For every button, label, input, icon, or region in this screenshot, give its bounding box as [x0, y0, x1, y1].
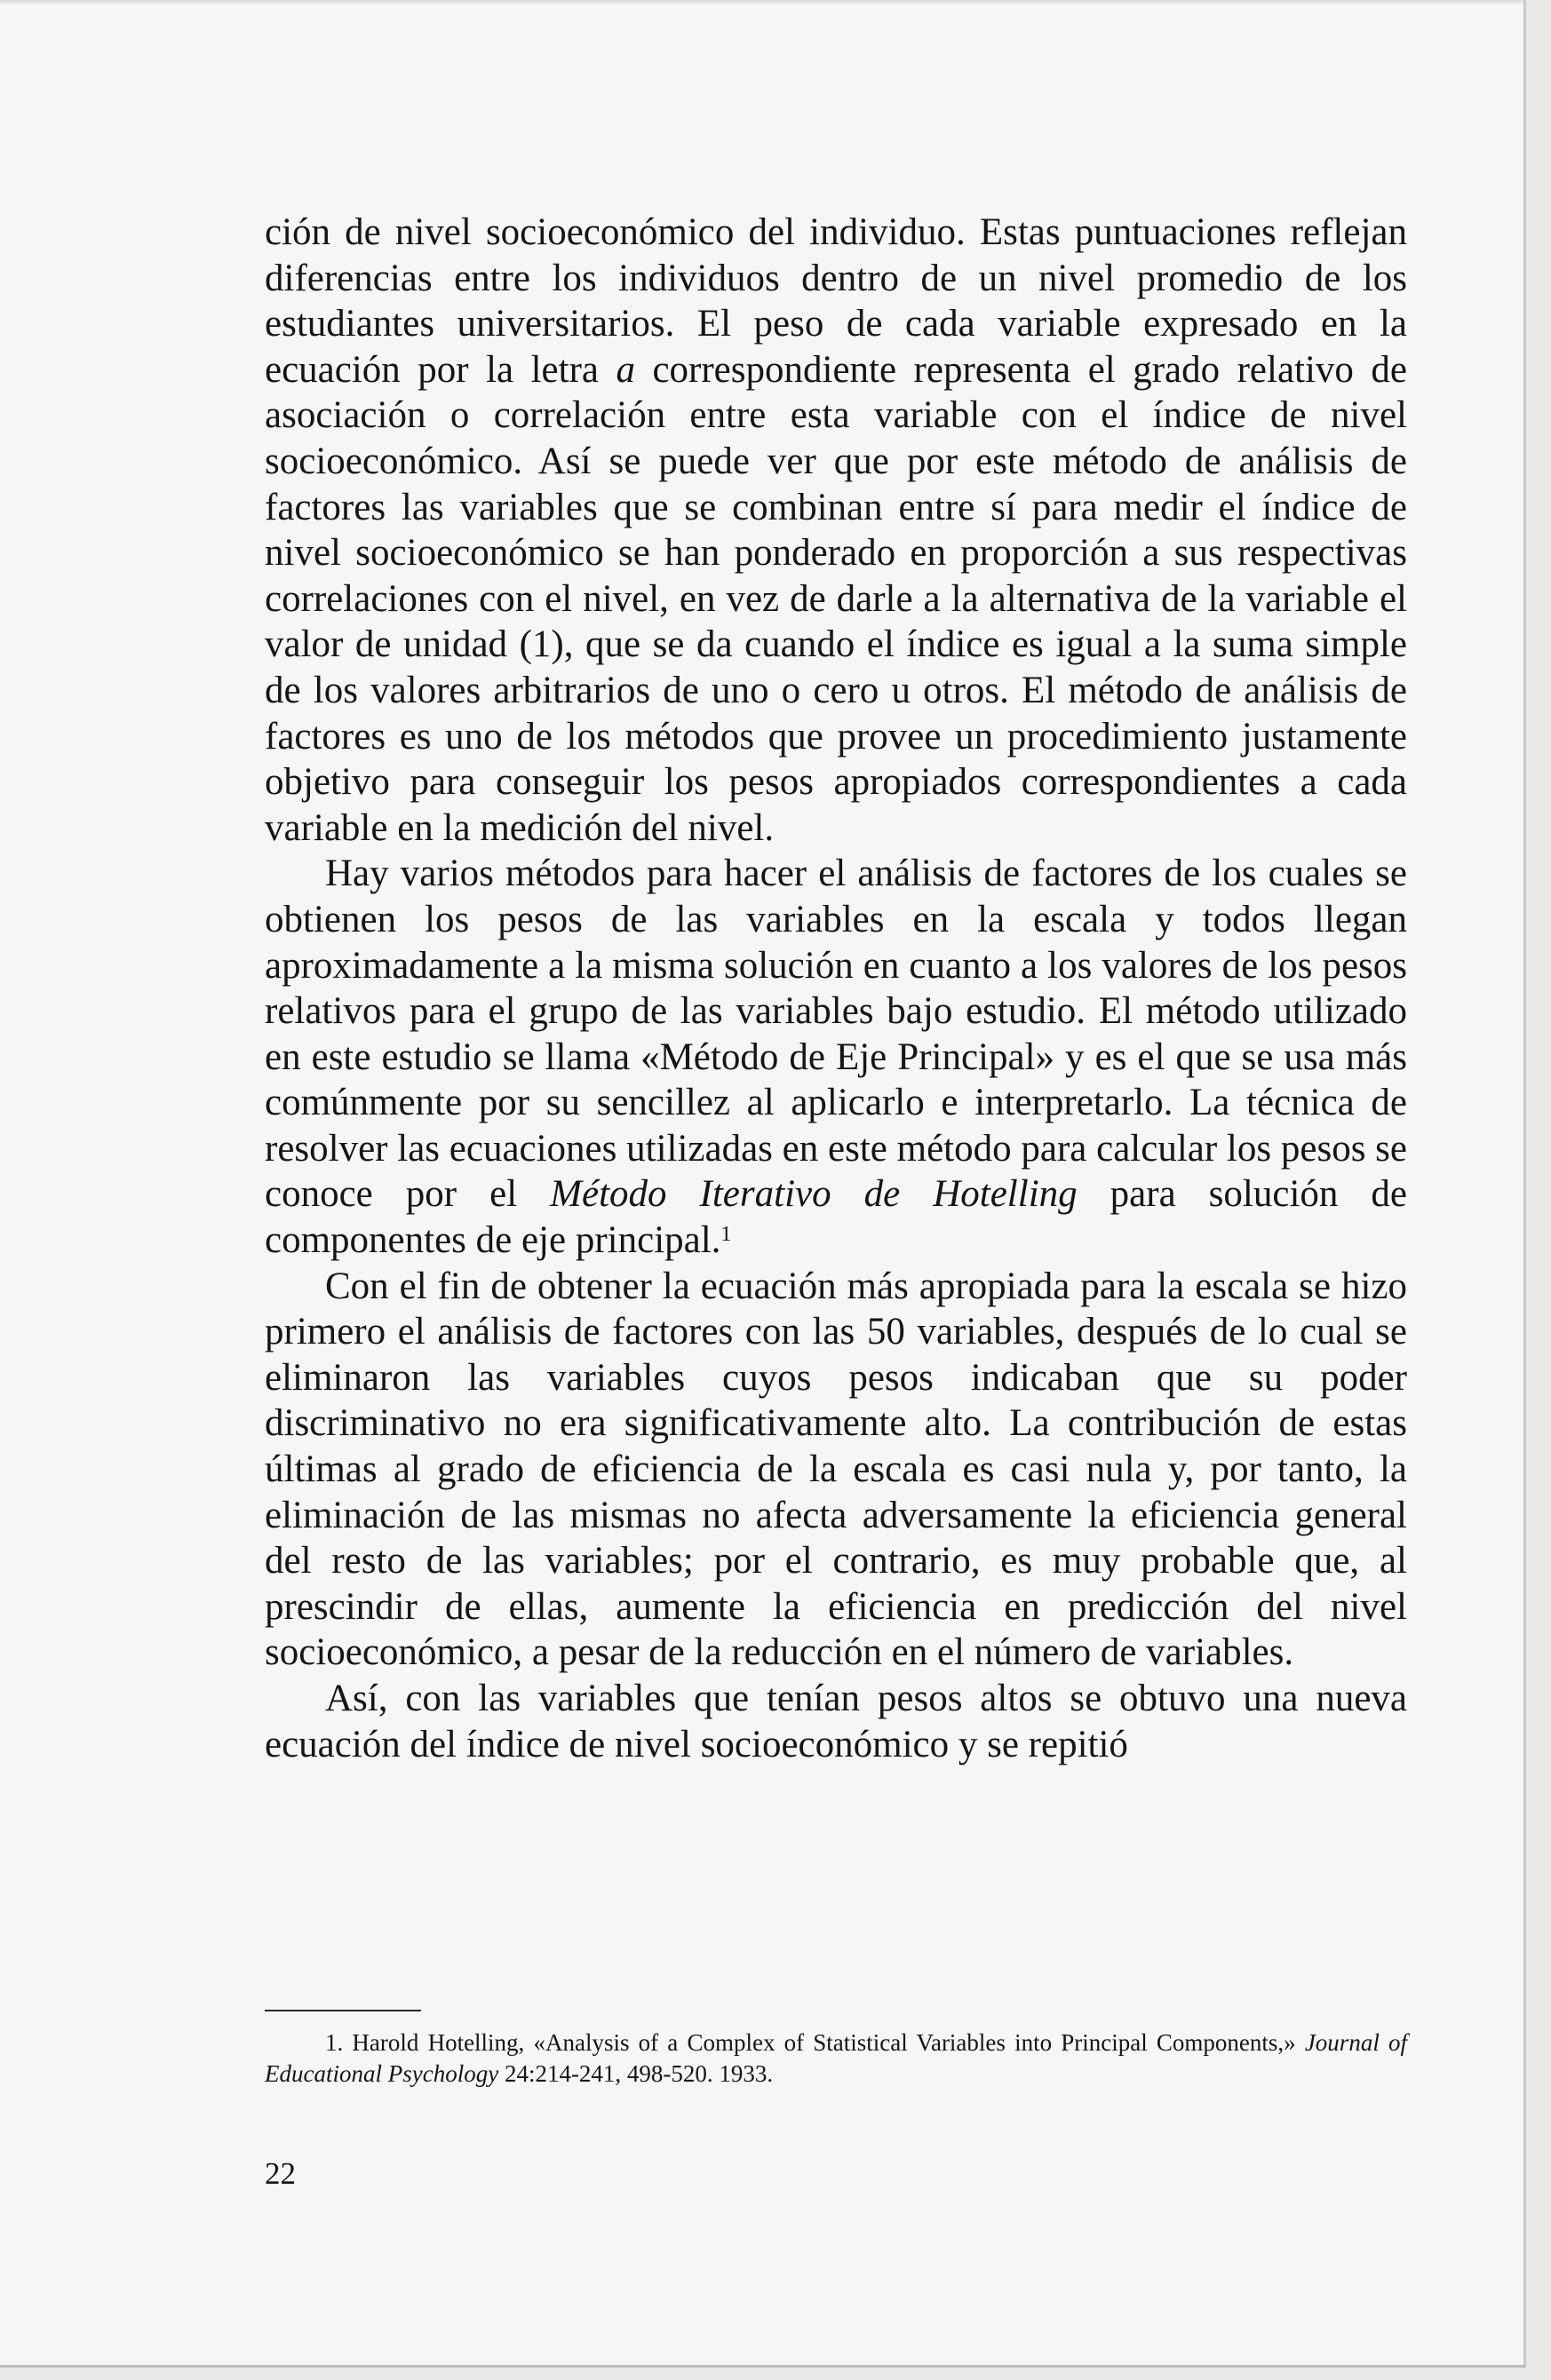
paragraph-1	[265, 210, 1407, 851]
paragraph-2	[265, 851, 1407, 1263]
italic-letter-a: a	[616, 348, 635, 391]
footnote-number: 1.	[325, 2029, 344, 2056]
footnote	[265, 2027, 1407, 2090]
paragraph-4: Así, con las variables que tenían pesos altos se obtuvo una nueva ecuación del índice de nivel socioeconómico y se repitió	[265, 1678, 1407, 1765]
footnote-text: Harold Hotelling, «Analysis of a Complex of Statistical Variables into Principal Components,»	[343, 2029, 1305, 2056]
paragraph-2-continued: para solución de componentes de eje principal.	[265, 1173, 1407, 1262]
footnote-reference: 1	[720, 1222, 732, 1246]
paragraph-1-continued: correspondiente representa el grado relativo de asociación o correlación entre esta variable con el índice de nivel socioeconómico. Así se puede ver que por este método de análisis de factores las variables que se combinan entre sí para medir el índice de nivel socioeconómico se han ponderado en proporción a sus respectivas correlaciones con el nivel, en vez de darle a la alternativa de la variable el valor de unidad (1), que se da cuando el índice es igual a la suma simple de los valores arbitrarios de uno o cero u otros. El método de análisis de factores es uno de los métodos que provee un procedimiento justamente objetivo para conseguir los pesos apropiados correspondientes a cada variable en la medición del nivel.	[265, 348, 1407, 849]
paragraph-1-text: ción de nivel socioeconómico del individuo. Estas puntuaciones reflejan diferencias entre los individuos dentro de un nivel promedio de los estudiantes universitarios. El peso de cada variable expresado en la ecuación por la letra	[265, 211, 1407, 391]
footnote-citation-details: 24:214-241, 498-520. 1933.	[498, 2060, 774, 2087]
page-number: 22	[265, 2156, 296, 2191]
body-text	[265, 210, 1407, 1767]
paragraph-2-text: Hay varios métodos para hacer el análisis de factores de los cuales se obtienen los pesos de las variables en la escala y todos llegan aproximadamente a la misma solución en cuanto a los valores de los pesos relativos para el grupo de las variables bajo estudio. El método utilizado en este estudio se llama «Método de Eje Principal» y es el que se usa más comúnmente por su sencillez al aplicarlo e interpretarlo. La técnica de resolver las ecuaciones utilizadas en este método para calcular los pesos se conoce por el	[265, 853, 1407, 1216]
paragraph-3: Con el fin de obtener la ecuación más apropiada para la escala se hizo primero el análisis de factores con las 50 variables, después de lo cual se eliminaron las variables cuyos pesos indicaban que su poder discriminativo no era significativamente alto. La contribución de estas últimas al grado de eficiencia de la escala es casi nula y, por tanto, la eliminación de las mismas no afecta adversamente la eficiencia general del resto de las variables; por el contrario, es muy probable que, al prescindir de ellas, aumente la eficiencia en predicción del nivel socioeconómico, a pesar de la reducción en el número de variables.	[265, 1265, 1407, 1674]
footnote-divider	[265, 2010, 421, 2011]
method-name-italic: Método Iterativo de Hotelling	[550, 1173, 1078, 1216]
footnote-journal-title: Journal of Educational Psychology	[265, 2029, 1407, 2087]
